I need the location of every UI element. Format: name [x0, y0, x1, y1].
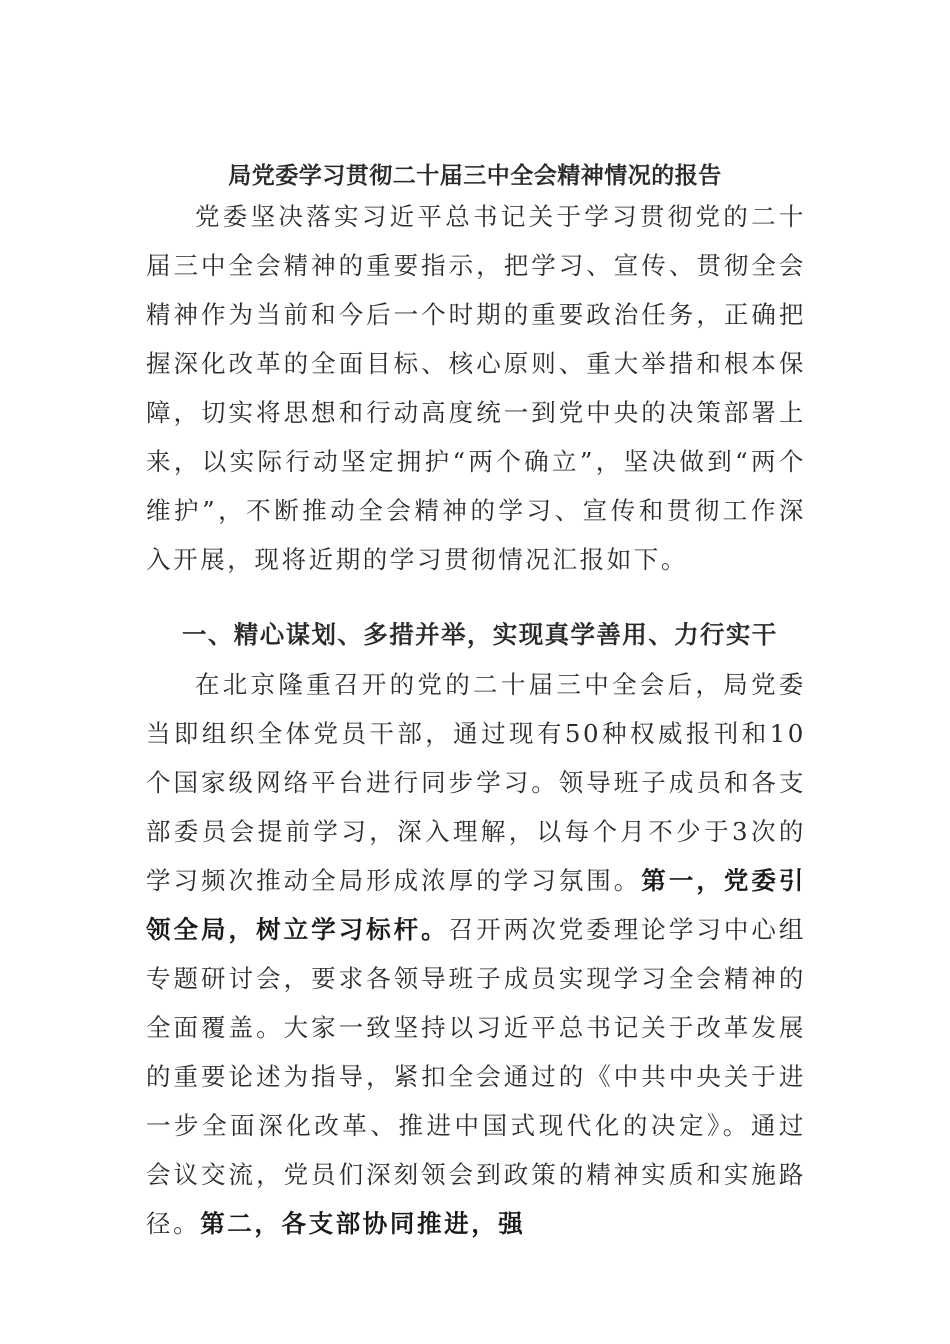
bold-point-1: 第一，党委引领全局，树立学习标杆。: [146, 866, 806, 944]
section-heading-1: 一、精心谋划、多措并举，实现真学善用、力行实干: [182, 620, 778, 649]
document-title: 局党委学习贯彻二十届三中全会精神情况的报告: [228, 162, 722, 189]
intro-paragraph: 党委坚决落实习近平总书记关于学习贯彻党的二十届三中全会精神的重要指示，把学习、宣传、贯彻全会精神作为当前和今后一个时期的重要政治任务，正确把握深化改革的全面目标、核心原则、重大举措和根本保障，切实将思想和行动高度统一到党中央的决策部署上来，以实际行动坚定拥护“两个确立”，坚决做到“两个维护”，不断推动全会精神的学习、宣传和贯彻工作深入开展，现将近期的学习贯彻情况汇报如下。: [146, 202, 806, 574]
section-1-paragraph: [146, 660, 806, 1248]
bold-point-2: 第二，各支部协同推进，强: [200, 1209, 526, 1238]
paragraph-text: 召开两次党委理论学习中心组专题研讨会，要求各领导班子成员实现学习全会精神的全面覆盖。大家一致坚持以习近平总书记关于改革发展的重要论述为指导，紧扣全会通过的《中共中央关于进一步全面深化改革、推进中国式现代化的决定》。通过会议交流，党员们深刻领会到政策的精神实质和实施路径。: [146, 915, 806, 1238]
paragraph-text: 在北京隆重召开的党的二十届三中全会后，局党委当即组织全体党员干部，通过现有50种权威报刊和10个国家级网络平台进行同步学习。领导班子成员和各支部委员会提前学习，深入理解，以每个月不少于3次的学习频次推动全局形成浓厚的学习氛围。: [146, 670, 806, 895]
